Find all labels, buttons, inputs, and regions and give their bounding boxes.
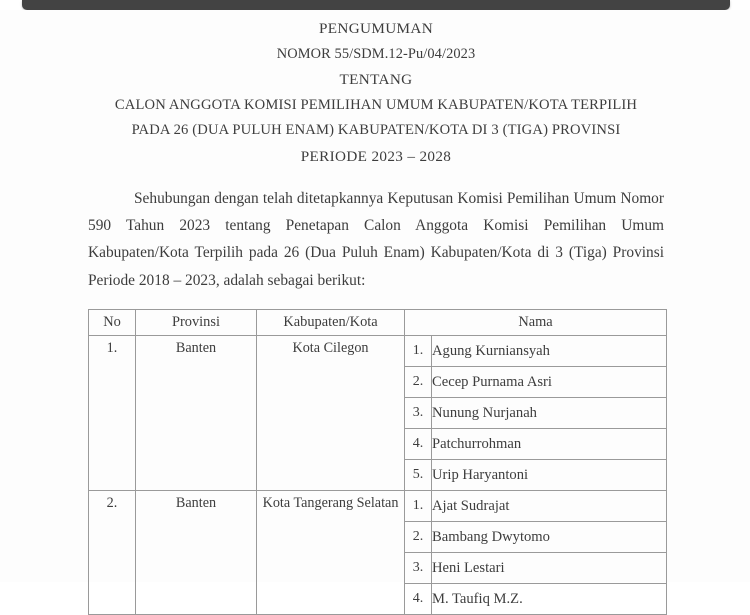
name-index: 2.: [405, 522, 432, 553]
cell-kabupaten-kota: Kota Cilegon: [257, 336, 405, 491]
name-value: Heni Lestari: [432, 553, 667, 584]
name-value: Patchurrohman: [432, 429, 667, 460]
column-header-nama: Nama: [405, 310, 667, 336]
list-item: [405, 491, 666, 522]
name-list: [405, 491, 666, 614]
list-item: [405, 522, 666, 553]
name-index: 2.: [405, 367, 432, 398]
body-paragraph: Sehubungan dengan telah ditetapkannya Keputusan Komisi Pemilihan Umum Nomor 590 Tahun 2023 tentang Penetapan Calon Anggota Komisi Pemilihan Umum Kabupaten/Kota Terpilih pada 26 (Dua Puluh Enam) Kabupaten/Kota di 3 (Tiga) Provinsi Periode 2018 – 2023, adalah sebagai berikut:: [88, 190, 664, 289]
list-item: [405, 553, 666, 584]
list-item: [405, 367, 666, 398]
name-list: [405, 336, 666, 490]
name-index: 1.: [405, 336, 432, 367]
name-value: Ajat Sudrajat: [432, 491, 667, 522]
document-heading: [88, 16, 664, 169]
cell-nama-list: [405, 336, 667, 491]
column-header-provinsi: Provinsi: [136, 310, 257, 336]
heading-pengumuman: PENGUMUMAN: [318, 20, 434, 37]
heading-tentang: TENTANG: [339, 71, 413, 88]
name-value: Nunung Nurjanah: [432, 398, 667, 429]
cell-no: 2.: [89, 491, 136, 615]
cell-no: 1.: [89, 336, 136, 491]
list-item: [405, 336, 666, 367]
heading-periode: PERIODE 2023 – 2028: [300, 147, 452, 165]
document-page: [0, 10, 750, 608]
name-index: 3.: [405, 553, 432, 584]
column-header-kabupaten-kota: Kabupaten/Kota: [257, 310, 405, 336]
name-value: Agung Kurniansyah: [432, 336, 667, 367]
name-index: 5.: [405, 460, 432, 491]
name-value: Cecep Purnama Asri: [432, 367, 667, 398]
name-value: Urip Haryantoni: [432, 467, 529, 484]
list-item: [405, 398, 666, 429]
name-index: 4.: [405, 584, 432, 615]
name-index: 4.: [405, 429, 432, 460]
table-row: [89, 336, 667, 491]
list-item: [405, 429, 666, 460]
cell-nama-list: [405, 491, 667, 615]
document-viewer-top-bar[interactable]: [22, 0, 730, 10]
table-header-row: [89, 310, 667, 336]
name-value: M. Taufiq M.Z.: [432, 591, 523, 608]
cell-provinsi: Banten: [136, 491, 257, 615]
list-item: [405, 584, 666, 615]
cell-kabupaten-kota: Kota Tangerang Selatan: [257, 491, 405, 615]
list-item: [405, 460, 666, 491]
heading-nomor: NOMOR 55/SDM.12-Pu/04/2023: [276, 45, 476, 62]
column-header-no: No: [89, 310, 136, 336]
name-index: 3.: [405, 398, 432, 429]
heading-subject-line-2: PADA 26 (DUA PULUH ENAM) KABUPATEN/KOTA DI 3 (TIGA) PROVINSI: [131, 122, 621, 138]
name-index: 1.: [405, 491, 432, 522]
cell-provinsi: Banten: [136, 336, 257, 491]
heading-subject-line-1: CALON ANGGOTA KOMISI PEMILIHAN UMUM KABUPATEN/KOTA TERPILIH: [114, 96, 638, 113]
candidates-table: [88, 309, 667, 615]
name-value: Bambang Dwytomo: [432, 522, 667, 553]
table-row: [89, 491, 667, 615]
